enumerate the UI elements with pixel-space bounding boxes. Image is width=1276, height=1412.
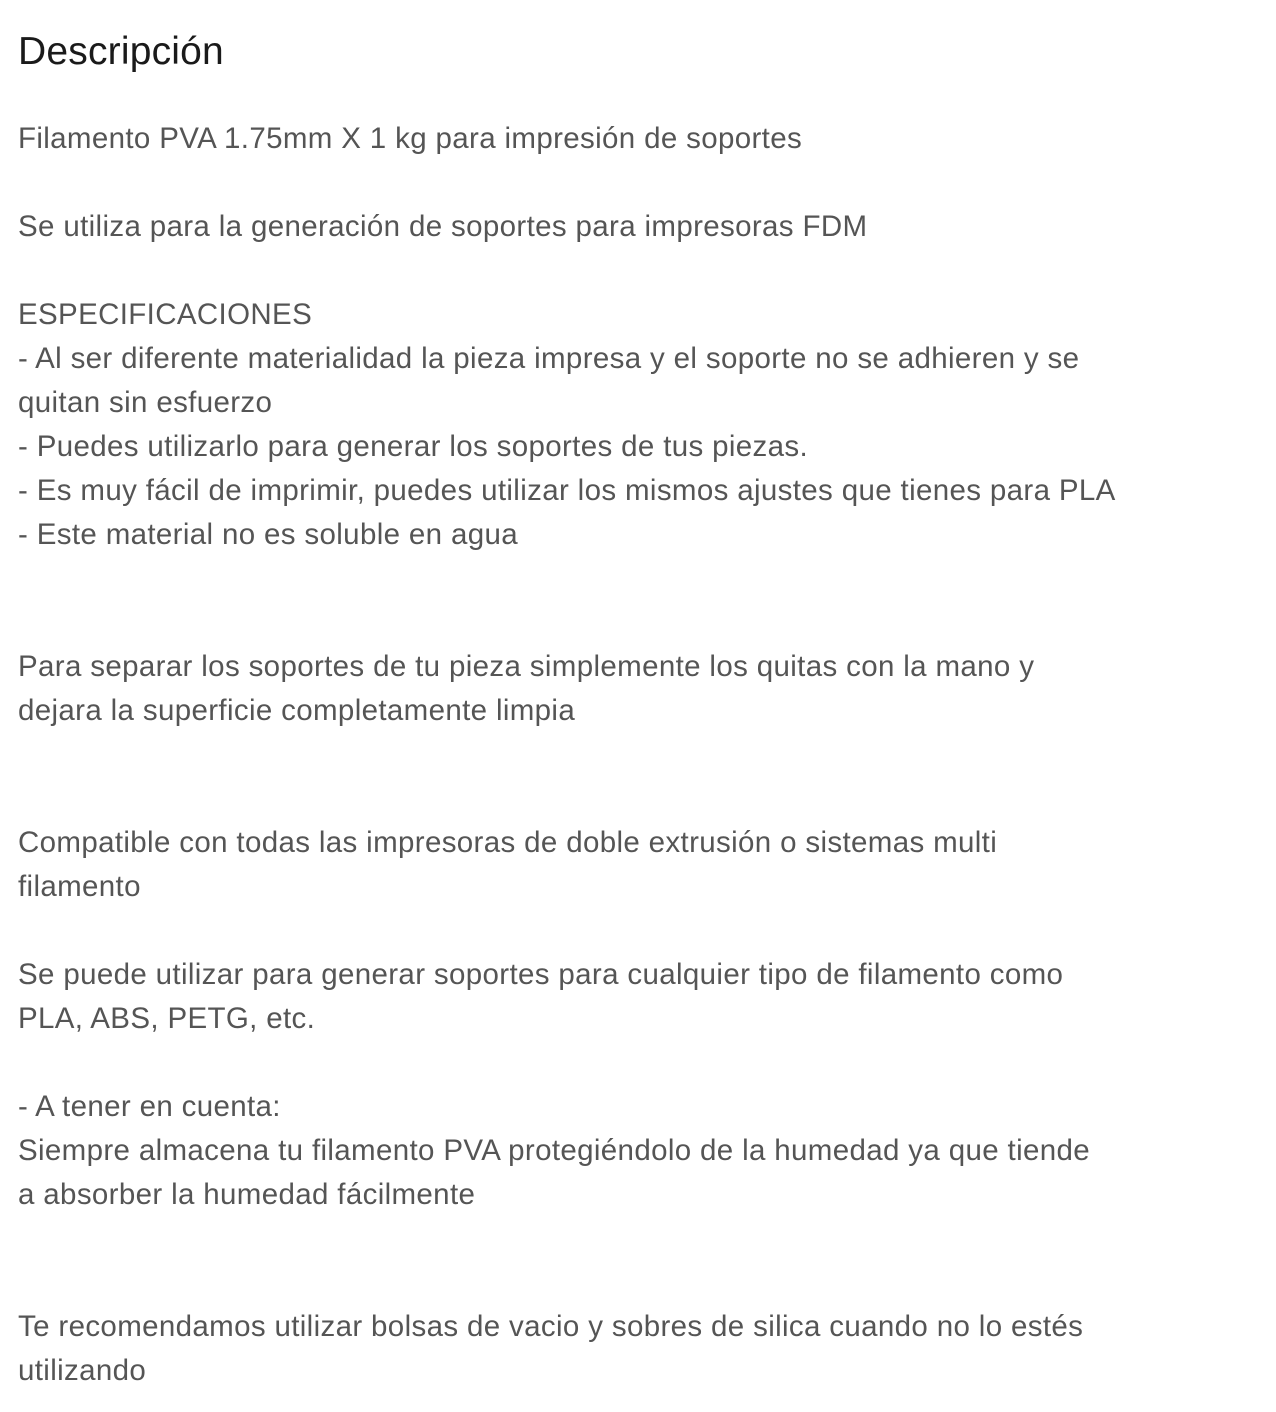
paragraph-line: filamento [18,870,141,903]
product-summary-line: Filamento PVA 1.75mm X 1 kg para impresión de soportes [18,122,803,155]
note-heading: - A tener en cuenta: [18,1090,281,1123]
usage-line: Se utiliza para la generación de soportes para impresoras FDM [18,210,868,243]
spec-item-line: quitan sin esfuerzo [18,386,273,419]
paragraph-line: Se puede utilizar para generar soportes para cualquier tipo de filamento como [18,958,1064,991]
paragraph-line: Compatible con todas las impresoras de doble extrusión o sistemas multi [18,826,998,859]
paragraph-line: Te recomendamos utilizar bolsas de vacio y sobres de silica cuando no lo estés [18,1310,1084,1343]
paragraph-line: Siempre almacena tu filamento PVA protegiéndolo de la humedad ya que tiende [18,1134,1091,1167]
spec-item-line: - Al ser diferente materialidad la pieza impresa y el soporte no se adhieren y se [18,342,1080,375]
specs-heading: ESPECIFICACIONES [18,298,313,331]
paragraph-line: dejara la superficie completamente limpia [18,694,576,727]
spec-item-line: - Este material no es soluble en agua [18,518,518,551]
spec-item-line: - Puedes utilizarlo para generar los soportes de tus piezas. [18,430,809,463]
description-title: Descripción [18,30,224,73]
paragraph-line: utilizando [18,1354,147,1387]
paragraph-line: PLA, ABS, PETG, etc. [18,1002,316,1035]
paragraph-line: a absorber la humedad fácilmente [18,1178,476,1211]
paragraph-line: Para separar los soportes de tu pieza simplemente los quitas con la mano y [18,650,1035,683]
spec-item-line: - Es muy fácil de imprimir, puedes utilizar los mismos ajustes que tienes para PLA [18,474,1116,507]
